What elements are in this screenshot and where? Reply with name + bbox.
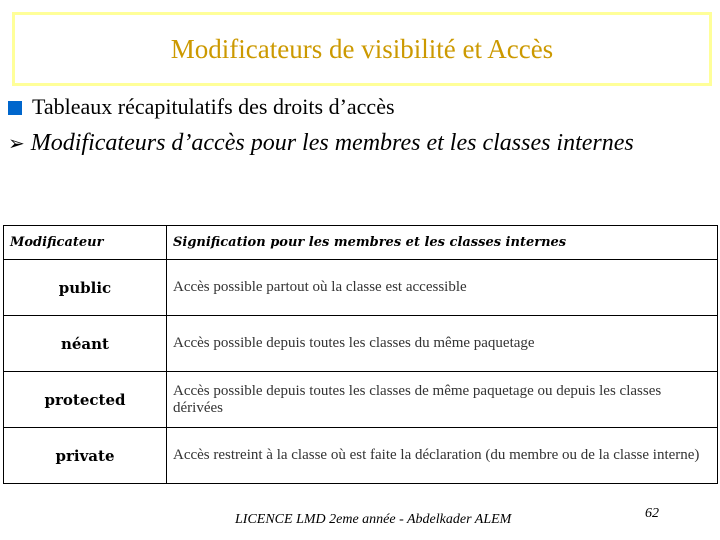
modifier-cell: private: [4, 428, 167, 484]
table-row: [4, 316, 718, 372]
bullet-text: Modificateurs d’accès pour les membres et les classes internes: [30, 130, 634, 156]
footer-text: LICENCE LMD 2eme année - Abdelkader ALEM: [235, 512, 512, 527]
table-header-row: [4, 226, 718, 260]
slide-title: Modificateurs de visibilité et Accès: [170, 33, 554, 64]
meaning-cell: Accès possible depuis toutes les classes du même paquetage: [167, 316, 718, 372]
page-number: 62: [645, 506, 659, 521]
table-row: [4, 428, 718, 484]
header-modifier: Modificateur: [4, 226, 167, 260]
table-row: [4, 372, 718, 428]
header-meaning: Signification pour les membres et les classes internes: [167, 226, 718, 260]
modifier-cell: protected: [4, 372, 167, 428]
table-row: [4, 260, 718, 316]
bullet-text: Tableaux récapitulatifs des droits d’accès: [32, 94, 395, 119]
meaning-cell: Accès restreint à la classe où est faite la déclaration (du membre ou de la classe interne): [167, 428, 718, 484]
arrow-bullet-icon: ➢: [8, 131, 25, 155]
modifier-cell: néant: [4, 316, 167, 372]
meaning-cell: Accès possible depuis toutes les classes de même paquetage ou depuis les classes dérivées: [167, 372, 718, 428]
access-rights-table: [3, 225, 718, 484]
square-bullet-icon: [8, 101, 22, 115]
bullet-summary-tables: [8, 94, 395, 120]
modifier-cell: public: [4, 260, 167, 316]
title-box: [12, 12, 712, 86]
bullet-access-modifiers: [8, 126, 708, 161]
meaning-cell: Accès possible partout où la classe est accessible: [167, 260, 718, 316]
